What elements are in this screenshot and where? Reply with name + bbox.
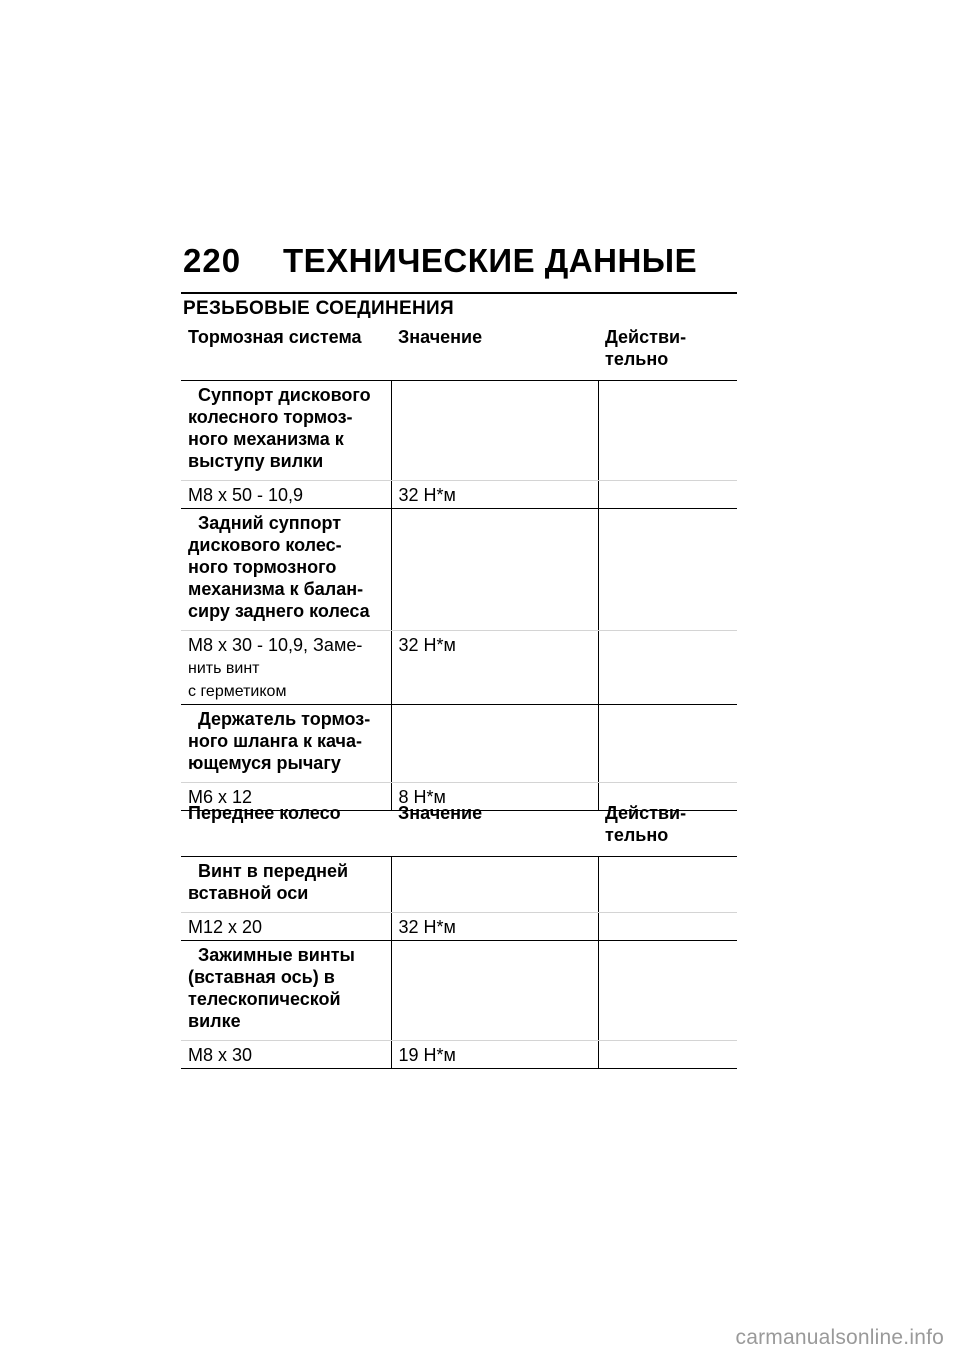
valid-cell <box>598 631 737 705</box>
empty-cell <box>598 705 737 783</box>
valid-cell <box>598 913 737 941</box>
header-rule <box>181 292 737 294</box>
empty-cell <box>598 381 737 481</box>
component-name: Суппорт дискового колесного тормоз- ного механизма к выступу вилки <box>181 381 391 481</box>
empty-cell <box>598 941 737 1041</box>
torque-value: 32 Н*м <box>391 631 598 705</box>
page-header <box>183 242 737 280</box>
thread-spec: M8 x 30 - 10,9, Заме- нить винт с герметиком <box>181 631 391 705</box>
table-row <box>181 705 737 783</box>
torque-value: 8 Н*м <box>391 783 598 811</box>
component-name: Задний суппорт дискового колес- ного тормозного механизма к балан- сиру заднего колеса <box>181 509 391 631</box>
column-header-valid: Действи- тельно <box>598 796 737 857</box>
front-wheel-table <box>181 796 737 1069</box>
spec-note: нить винт с герметиком <box>188 660 287 700</box>
column-header-component: Тормозная система <box>181 320 391 381</box>
chapter-title: ТЕХНИЧЕСКИЕ ДАННЫЕ <box>283 242 698 279</box>
table-row <box>181 941 737 1041</box>
table-row <box>181 509 737 631</box>
column-header-valid: Действи- тельно <box>598 320 737 381</box>
watermark: carmanualsonline.info <box>735 1326 944 1349</box>
column-header-value: Значение <box>391 796 598 857</box>
brake-system-table <box>181 320 737 811</box>
column-header-value: Значение <box>391 320 598 381</box>
table-row <box>181 631 737 705</box>
empty-cell <box>391 857 598 913</box>
component-name: Винт в передней вставной оси <box>181 857 391 913</box>
table-row <box>181 857 737 913</box>
torque-value: 19 Н*м <box>391 1041 598 1069</box>
table-header-row <box>181 320 737 381</box>
column-header-component: Переднее колесо <box>181 796 391 857</box>
section-title: РЕЗЬБОВЫЕ СОЕДИНЕНИЯ <box>183 298 454 319</box>
table-header-row <box>181 796 737 857</box>
page-number: 220 <box>183 242 242 279</box>
empty-cell <box>391 941 598 1041</box>
thread-spec: M6 x 12 <box>181 783 391 811</box>
valid-cell <box>598 481 737 509</box>
empty-cell <box>598 857 737 913</box>
table-row <box>181 481 737 509</box>
torque-value: 32 Н*м <box>391 481 598 509</box>
torque-value: 32 Н*м <box>391 913 598 941</box>
thread-spec: M8 x 30 <box>181 1041 391 1069</box>
component-name: Зажимные винты (вставная ось) в телескопической вилке <box>181 941 391 1041</box>
table-row <box>181 913 737 941</box>
component-name: Держатель тормоз- ного шланга к кача- ющемуся рычагу <box>181 705 391 783</box>
table-row <box>181 1041 737 1069</box>
thread-spec: M8 x 50 - 10,9 <box>181 481 391 509</box>
empty-cell <box>391 705 598 783</box>
empty-cell <box>391 509 598 631</box>
table-row <box>181 381 737 481</box>
empty-cell <box>598 509 737 631</box>
empty-cell <box>391 381 598 481</box>
valid-cell <box>598 1041 737 1069</box>
thread-spec: M12 x 20 <box>181 913 391 941</box>
